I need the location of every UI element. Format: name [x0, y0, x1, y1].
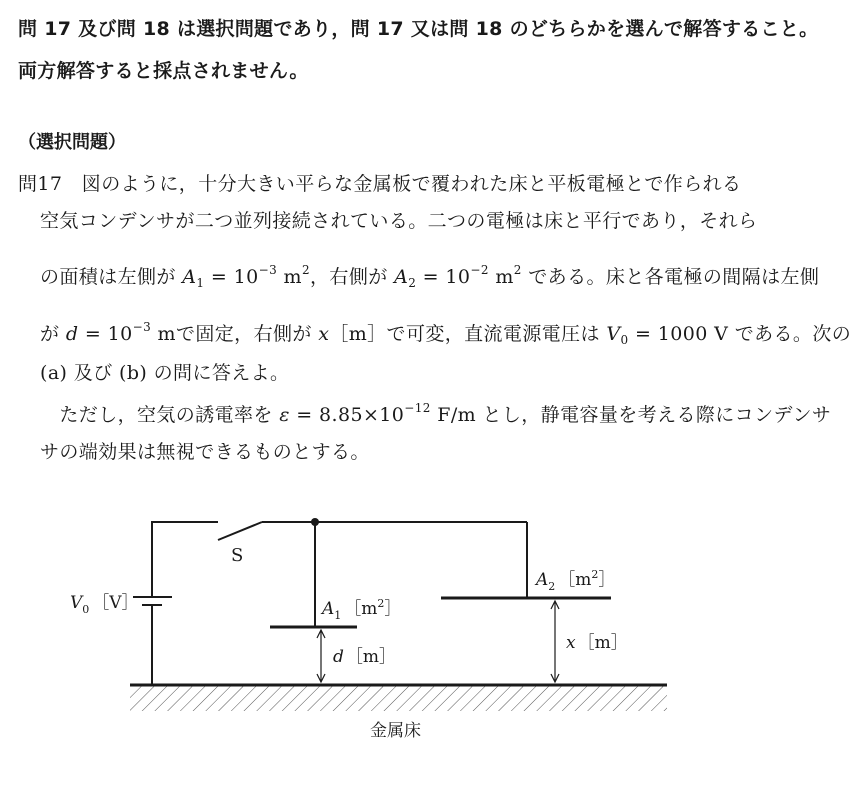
gap-d-label: [333, 647, 396, 667]
line6-t3: F/m とし，静電容量を考える際にコンデンサ: [430, 404, 832, 426]
line4-t4: = 1000 V である。次の: [628, 323, 851, 345]
epsilon-var: ε: [279, 404, 290, 426]
line3-t2: ，右側が: [310, 266, 395, 288]
wire-left-top: [152, 522, 218, 596]
line4-t3: ［m］で可変，直流電源電圧は: [329, 323, 607, 345]
question-line-1-text: 図のように，十分大きい平らな金属板で覆われた床と平板電極とで作られる: [81, 173, 742, 195]
area2-unit-sup: 2: [513, 263, 522, 277]
line6-t2: = 8.85×10: [289, 404, 405, 426]
plate1-label: [320, 597, 401, 622]
area1-exp: −3: [258, 263, 278, 277]
plate1-var: A: [322, 599, 335, 619]
plate2-unit: ［m: [558, 570, 592, 590]
source-unit: ［V］: [92, 593, 139, 613]
gap-x-label-unit: ［m］: [577, 633, 628, 653]
area1-unit-sup: 2: [301, 263, 311, 277]
switch-blade: [218, 522, 262, 540]
area1-unit: m: [277, 266, 302, 288]
header-line-2: 両方解答すると採点されません。: [18, 60, 309, 82]
question-line-5: (a) 及び (b) の問に答えよ。: [40, 362, 290, 384]
line6-t1: ただし，空気の誘電率を: [40, 404, 280, 426]
plate2-close: ］: [598, 570, 616, 590]
gap-x-var: x: [318, 323, 330, 345]
area2-unit: m: [488, 266, 514, 288]
voltage-sub: 0: [620, 333, 629, 347]
line3-t3: である。床と各電極の間隔は左側: [521, 266, 820, 288]
gap-d-label-unit: ［m］: [345, 647, 397, 667]
floor-label: 金属床: [370, 721, 421, 741]
gap-x-label: [566, 633, 628, 653]
plate1-sub: 1: [334, 609, 342, 622]
source-label: [70, 593, 139, 616]
line4-eq: = 10: [78, 323, 133, 345]
question-number: 問17: [18, 173, 63, 195]
gap-d-exp: −3: [132, 320, 152, 334]
gap-x-label-var: x: [566, 633, 576, 653]
epsilon-exp: −12: [404, 401, 431, 415]
gap-d-label-var: d: [333, 647, 344, 667]
area2-sub: 2: [408, 276, 417, 290]
gap-d-var: d: [65, 323, 79, 345]
plate1-unit: ［m: [344, 599, 378, 619]
question-line-2: 空気コンデンサが二つ並列接続されている。二つの電極は床と平行であり，それら: [40, 210, 758, 232]
plate1-sup: 2: [377, 597, 385, 610]
switch-label: S: [231, 545, 244, 566]
plate2-sub: 2: [548, 580, 556, 593]
area1-sub: 1: [196, 276, 205, 290]
line3-eq2: = 10: [416, 266, 471, 288]
question-line-7: サの端効果は無視できるものとする。: [40, 441, 370, 463]
plate2-var: A: [536, 570, 549, 590]
area1-var: A: [182, 266, 197, 288]
source-sub: 0: [82, 603, 90, 616]
line3-eq1: = 10: [204, 266, 259, 288]
area2-var: A: [394, 266, 409, 288]
line4-t1: が: [40, 323, 66, 345]
floor-hatch: [130, 685, 667, 711]
plate2-label: [534, 568, 615, 593]
line3-t1: の面積は左側が: [40, 266, 183, 288]
plate1-close: ］: [384, 599, 402, 619]
section-label: （選択問題）: [18, 132, 126, 153]
plate2-sup: 2: [591, 568, 599, 581]
voltage-var: V: [606, 323, 621, 345]
junction-dot: [311, 518, 319, 526]
source-var: V: [70, 593, 83, 613]
line4-t2: mで固定，右側が: [151, 323, 319, 345]
header-line-1: 問 17 及び問 18 は選択問題であり，問 17 又は問 18 のどちらかを選んで解答すること。: [18, 18, 819, 40]
area2-exp: −2: [470, 263, 489, 277]
